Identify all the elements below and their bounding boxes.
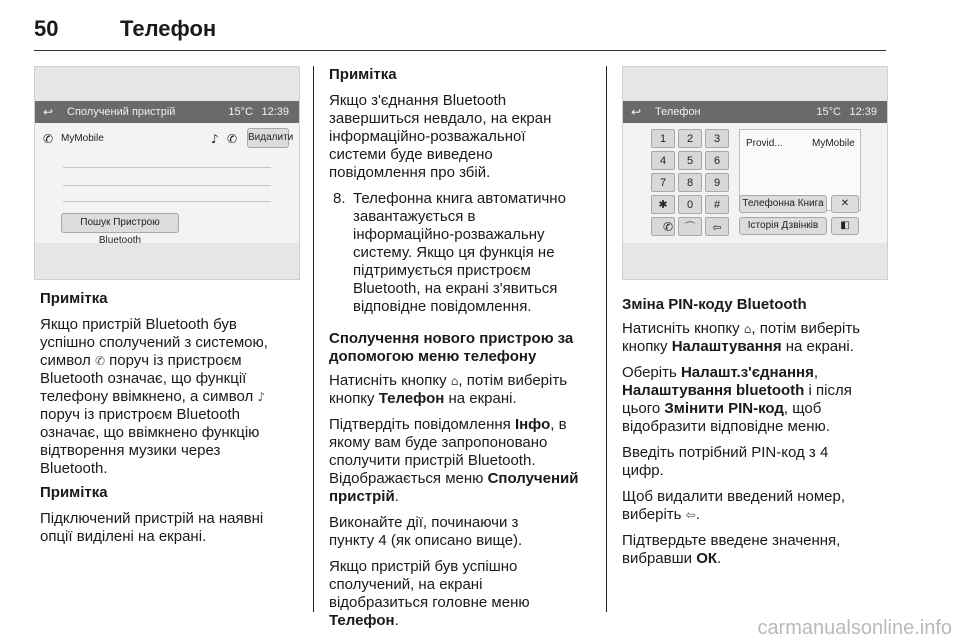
text-line: опції виділені на екрані. [40,528,207,545]
screen-title: Телефон [655,106,701,118]
paragraph: Натисніть кнопку ⌂, потім виберіть кнопку Налаштування на екрані. [622,320,861,355]
back-icon: ↩ [631,105,642,119]
text-line: Телефонна книга автоматично [353,190,566,207]
note-title: Примітка [329,66,397,83]
text-line: телефону ввімкнено, а символ ♪ [40,388,266,405]
provider-name: Provid... [746,138,783,149]
text-line: Bluetooth означає, що функції [40,370,247,387]
search-device-button: Пошук Пристрою Bluetooth [61,213,179,233]
music-icon: ♪ [257,390,266,404]
paragraph: Підтвердіть повідомлення Інфо, в якому вам буде запропоновано сполучити пристрій Bluetooth. Відображається меню Сполучений пристрій. [329,416,579,505]
paired-device-screen [35,101,299,246]
text-line: Якщо з'єднання Bluetooth [329,92,507,109]
list-divider [63,167,271,168]
paired-device-screenshot [34,66,300,280]
temperature: 15°C [228,106,253,118]
keypad-key: # [705,195,729,214]
steps-list [329,190,599,316]
keypad-key: 6 [705,151,729,170]
clock: 12:39 [261,106,289,118]
temperature: 15°C [816,106,841,118]
text-line: символ ✆ поруч із пристроєм [40,352,242,369]
keypad-key: 2 [678,129,702,148]
paragraph: Виконайте дії, починаючи з пункту 4 (як описано вище). [329,514,523,549]
mute-button [831,195,859,213]
text-line: інформаційно-розважальної [329,128,526,145]
delete-button: Видалити [247,128,289,148]
phone-screenshot [622,66,888,280]
screen-title: Сполучений пристрій [67,106,176,118]
phonebook-button: Телефонна Книга [739,195,827,213]
hangup-icon: ⌒ [684,221,696,234]
section-title: Сполучення нового пристрою за допомогою меню телефону [329,330,574,365]
text-line: означає, що ввімкнено функцію [40,424,260,441]
hangup-key [678,217,702,236]
text-line: повідомлення про збій. [329,164,491,181]
text-line: поруч із пристроєм Bluetooth [40,406,240,423]
page-title: Телефон [120,16,217,41]
list-divider [63,185,271,186]
column-2 [329,66,599,638]
keypad-key: 0 [678,195,702,214]
paragraph: Введіть потрібний PIN-код з 4 цифр. [622,444,829,479]
paragraph: Підтвердьте введене значення, вибравши ОК. [622,532,841,567]
keypad-key: 9 [705,173,729,192]
text-line: відповідне повідомлення. [353,298,532,315]
mute-icon: ✕ [840,198,850,209]
column-divider [313,66,314,612]
paragraph: Оберіть Налашт.з'єднання, Налаштування bluetooth і після цього Змінити PIN-код, щоб відобразити відповідне меню. [622,364,852,435]
text-line: підтримується пристроєм [353,262,531,279]
text-line: завершиться невдало, на екран [329,110,552,127]
list-item [329,190,599,316]
text-line: систему. Якщо ця функція не [353,244,555,261]
music-icon: ♪ [211,132,219,146]
keypad-key: 3 [705,129,729,148]
back-icon: ↩ [43,105,54,119]
text-line: Bluetooth, на екрані з'явиться [353,280,558,297]
keypad-key: 1 [651,129,675,148]
status-bar [35,101,299,123]
text-line: завантажується в [353,208,476,225]
call-history-button: Історія Дзвінків [739,217,827,235]
backspace-key [705,217,729,236]
step-number: 8. [333,190,346,207]
column-divider [606,66,607,612]
phone-icon: ✆ [43,132,54,146]
note-text [40,510,306,546]
keypad-key: 7 [651,173,675,192]
device-name: MyMobile [812,138,855,149]
watermark: carmanualsonline.info [757,617,952,639]
column-1 [40,290,306,552]
speaker-icon: ◧ [840,220,850,231]
text-line: системи буде виведено [329,146,493,163]
device-name: MyMobile [61,133,104,144]
keypad-key: 5 [678,151,702,170]
page-header [34,14,886,51]
text-line: інформаційно-розважальну [353,226,545,243]
home-icon: ⌂ [450,374,459,388]
note-title: Примітка [40,484,108,501]
phone-icon: ✆ [227,132,238,146]
phone-icon: ✆ [94,354,105,368]
speaker-button [831,217,859,235]
call-key [651,217,675,236]
paragraph: Натисніть кнопку ⌂, потім виберіть кнопку Телефон на екрані. [329,372,568,407]
keypad-key: ✱ [651,195,675,214]
home-icon: ⌂ [743,322,752,336]
page-number: 50 [34,16,59,41]
paragraph: Якщо пристрій був успішно сполучений, на екрані відобразиться головне меню Телефон. [329,558,530,629]
backspace-icon: ⇦ [685,508,696,522]
phone-screen [623,101,887,243]
backspace-icon: ⇦ [712,221,722,234]
clock: 12:39 [849,106,877,118]
keypad-key: 8 [678,173,702,192]
column-3 [622,296,898,576]
text-line: Підключений пристрій на наявні [40,510,264,527]
note-title: Примітка [40,290,108,307]
paragraph: Щоб видалити введений номер, виберіть ⇦. [622,488,846,523]
text-line: Якщо пристрій Bluetooth був [40,316,237,333]
note-text [40,316,306,478]
text-line: відтворення музики через [40,442,221,459]
status-bar [623,101,887,123]
call-icon: ✆ [662,220,674,234]
text-line: успішно сполучений з системою, [40,334,268,351]
text-line: Bluetooth. [40,460,108,477]
list-divider [63,201,271,202]
section-title: Зміна PIN-коду Bluetooth [622,296,807,313]
keypad-key: 4 [651,151,675,170]
note-text [329,92,599,182]
